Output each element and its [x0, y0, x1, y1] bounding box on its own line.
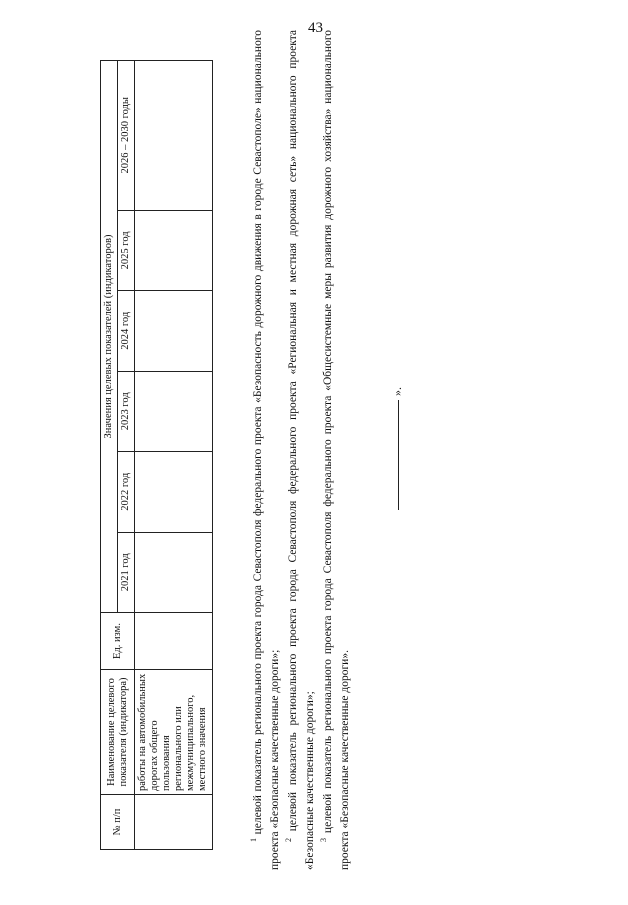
header-unit: Ед. изм. — [101, 613, 135, 670]
footnote-mark: 1 — [249, 838, 258, 842]
closing-mark — [390, 387, 405, 510]
footnote-text: целевой показатель регионального проекта города Севастополя федерального проекта «Общесистемные меры развития дорожного хозяйства» национального проекта «Безопасные качественные дороги». — [322, 29, 351, 870]
cell-value — [135, 452, 212, 532]
footnote — [248, 30, 283, 870]
cell-value — [135, 291, 212, 371]
closing-line — [398, 400, 399, 510]
footnote — [318, 30, 353, 870]
header-name: Наименование целевого показателя (индикатора) — [101, 670, 135, 795]
footnote — [283, 30, 318, 870]
cell-value — [135, 61, 212, 211]
footnote-mark: 3 — [319, 838, 329, 842]
header-year: 2025 год — [118, 210, 135, 290]
cell-unit — [135, 613, 212, 670]
footnotes — [248, 30, 354, 870]
indicators-table — [100, 60, 213, 850]
header-year: 2022 год — [118, 452, 135, 532]
footnote-text: целевой показатель регионального проекта города Севастополя федерального проекта «Безопасность дорожного движения в городе Севастополе» национального проекта «Безопасные качественные дороги»; — [251, 29, 281, 870]
footnote-mark: 2 — [284, 838, 294, 842]
cell-value — [135, 532, 212, 612]
cell-num — [135, 795, 212, 850]
header-year: 2023 год — [118, 371, 135, 451]
header-year: 2021 год — [118, 532, 135, 612]
cell-name: работы на автомобильных дорогах общего пользования регионального или межмуниципального, местного значения — [135, 670, 212, 795]
header-values-group: Значения целевых показателей (индикаторов) — [101, 61, 118, 613]
closing-quote: ». — [390, 387, 404, 396]
page-number: 43 — [308, 20, 323, 36]
rotated-sheet — [100, 10, 480, 870]
footnote-text: целевой показатель регионального проекта города Севастополя федерального проекта «Региональная и местная дорожная сеть» национального проекта «Безопасные качественные дороги»; — [287, 30, 316, 870]
cell-value — [135, 210, 212, 290]
cell-value — [135, 371, 212, 451]
header-year: 2026 – 2030 годы — [118, 61, 135, 211]
table-row — [135, 61, 212, 850]
header-year: 2024 год — [118, 291, 135, 371]
header-num: № п/п — [101, 795, 135, 850]
